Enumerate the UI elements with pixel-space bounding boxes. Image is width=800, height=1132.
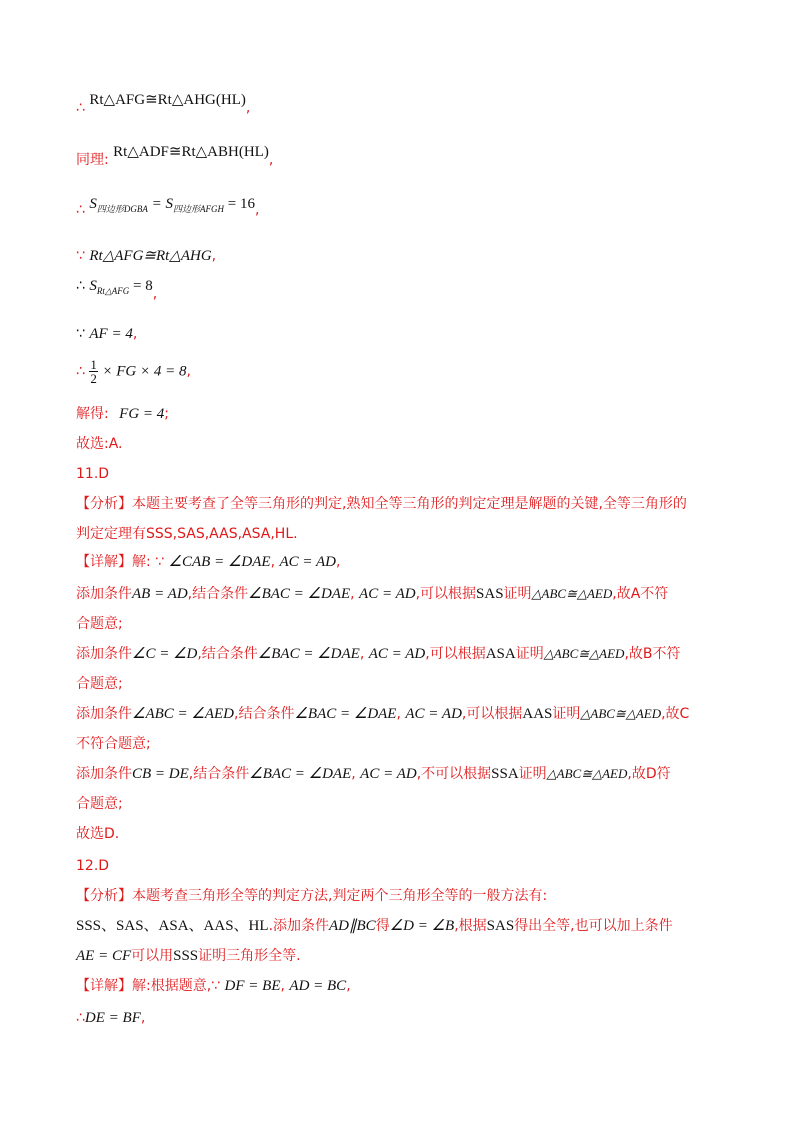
detail-11-intro [76,552,340,572]
text: , [396,706,401,722]
therefore-symbol: ∴ [76,363,85,380]
math-expression: SSS [173,948,199,964]
math-expression: SSA [491,766,519,782]
text: 添加条件 [76,766,132,782]
punctuation: , [152,286,158,302]
text: 得出全等,也可以加上条件 [514,918,673,934]
text: 添加条件 [76,586,132,602]
text: ,结合条件 [197,646,258,662]
punctuation: , [270,554,276,570]
text: ,不可以根据 [416,766,492,782]
text: , [350,586,355,602]
math-expression: AE = CF [76,948,132,964]
text: ,故C [661,706,690,722]
option-b-line [76,644,681,664]
fraction-denominator: 2 [90,371,97,386]
math-expression: △ABC≅△AED [531,586,613,601]
math-expression: AAS [522,706,553,722]
math-expression: ∠D = ∠B [389,918,455,934]
text: 证明 [503,586,532,602]
detail-tag: 【详解】 [76,978,132,994]
math-expression: △ABC≅△AED [543,646,625,661]
detail-text: 解: [132,554,151,570]
punctuation: , [346,978,351,994]
punctuation: , [132,326,138,342]
analysis-11-line2: 判定定理有SSS,SAS,AAS,ASA,HL. [76,526,298,542]
area-subscript: 四边形AFGH [173,204,224,214]
math-expression: DE = BF [84,1010,141,1026]
math-expression: × FG × 4 = 8 [102,363,187,380]
label-solve: 解得: [76,406,109,422]
math-expression: AC = AD [359,586,416,602]
area-symbol: S [89,196,97,212]
option-a-cont: 合题意; [76,616,123,632]
text: ,根据 [454,918,487,934]
therefore-symbol: ∴ [76,278,85,294]
math-expression: ∠BAC = ∠DAE [257,646,360,662]
punctuation: , [268,152,274,168]
text: 得 [375,918,390,934]
option-b-cont: 合题意; [76,676,123,692]
area-equal: = S [147,196,173,212]
area-value: = 16 [224,196,255,212]
punctuation: , [245,100,251,116]
detail-12-conclusion [76,1008,145,1028]
text: ,可以根据 [415,586,477,602]
text: , [359,646,365,662]
analysis-tag: 【分析】 [76,888,132,904]
fraction-one-half [89,358,98,385]
text: ,故D符 [627,766,671,782]
math-expression: △ABC≅△AED [580,706,662,721]
analysis-tag: 【分析】 [76,496,132,512]
because-symbol: ∵ [76,326,85,342]
choose-d: 故选D. [76,826,120,842]
analysis-12-line2 [76,916,673,936]
analysis-12-line3 [76,946,301,966]
math-expression: △ABC≅△AED [546,766,628,781]
analysis-text: 本题主要考查了全等三角形的判定,熟知全等三角形的判定定理是解题的关键,全等三角形的 [132,496,687,512]
math-expression: DF = BE [224,978,281,994]
math-expression: SSS、SAS、ASA、AAS、HL [76,918,269,934]
math-expression: ∠BAC = ∠DAE [248,586,351,602]
line-fraction-equation [76,358,191,385]
punctuation: , [140,1010,146,1026]
line-af-equals [76,324,137,344]
text: ,故B不符 [624,646,681,662]
math-expression: AC = AD [360,766,417,782]
math-expression: AD∥BC [329,918,376,934]
punctuation: , [186,363,191,380]
text: 证明三角形全等. [198,948,301,964]
fraction-numerator: 1 [90,357,97,372]
detail-text: 解:根据题意, [132,978,212,994]
area-subscript: Rt△AFG [96,286,130,296]
option-c-cont: 不符合题意; [76,736,151,752]
question-number-11: 11.D [76,466,110,482]
math-expression: AD = BC [289,978,347,994]
line-solve [76,404,169,424]
math-expression: SAS [486,918,515,934]
math-expression: AC = AD [368,646,426,662]
area-value: = 8 [129,278,153,294]
question-number-12: 12.D [76,858,110,874]
math-expression: SAS [476,586,504,602]
therefore-symbol: ∴ [76,202,85,218]
line-because-congruent [76,246,216,266]
math-expression: CB = DE [132,766,189,782]
option-a-line [76,584,668,604]
analysis-12-line1 [76,886,547,906]
detail-12-intro [76,976,351,996]
area-symbol: S [89,278,97,294]
option-c-line [76,704,689,724]
analysis-11-line1 [76,494,687,514]
math-expression: ASA [485,646,516,662]
text: ,可以根据 [461,706,523,722]
math-expression: ∠C = ∠D [132,646,198,662]
math-expression: Rt△ADF≅Rt△ABH(HL) [113,144,269,160]
text: , [351,766,356,782]
math-expression: AC = AD [405,706,462,722]
punctuation: ; [164,406,170,422]
punctuation: , [254,202,260,218]
punctuation: , [280,978,285,994]
text: ,结合条件 [188,766,250,782]
because-symbol: ∵ [211,978,221,994]
line-area-equal [76,196,260,225]
because-symbol: ∵ [155,554,165,570]
punctuation: , [335,554,341,570]
detail-tag: 【详解】 [76,554,132,570]
line-congruent-afg-ahg [76,92,251,118]
math-expression: AF = 4 [89,326,133,342]
math-expression: Rt△AFG≅Rt△AHG [89,248,212,264]
text: 添加条件 [76,706,132,722]
math-expression: Rt△AFG≅Rt△AHG(HL) [89,92,246,108]
therefore-symbol: ∴ [76,1010,85,1026]
math-expression: ∠ABC = ∠AED [132,706,235,722]
option-d-line [76,764,671,784]
line-choose-a: 故选:A. [76,436,123,452]
text: ,结合条件 [234,706,295,722]
math-expression: ∠CAB = ∠DAE [168,554,271,570]
math-expression: ∠BAC = ∠DAE [249,766,352,782]
text: 证明 [515,646,544,662]
math-expression: AC = AD [279,554,336,570]
label-similarly: 同理: [76,152,109,168]
math-expression: FG = 4 [119,406,165,422]
line-area-afg [76,276,157,301]
punctuation: , [211,248,217,264]
therefore-symbol: ∴ [76,100,85,116]
text: 证明 [552,706,581,722]
option-d-cont: 合题意; [76,796,123,812]
line-similarly [76,144,274,170]
text: ,故A不符 [612,586,669,602]
because-symbol: ∵ [76,248,85,264]
text: 添加条件 [76,646,132,662]
text: .添加条件 [268,918,330,934]
text: ,结合条件 [187,586,249,602]
math-expression: AB = AD [132,586,188,602]
text: 可以用 [131,948,174,964]
text: ,可以根据 [425,646,486,662]
analysis-text: 本题考查三角形全等的判定方法,判定两个三角形全等的一般方法有: [132,888,548,904]
math-expression: ∠BAC = ∠DAE [294,706,397,722]
area-subscript: 四边形DGBA [96,204,148,214]
text: 证明 [518,766,547,782]
